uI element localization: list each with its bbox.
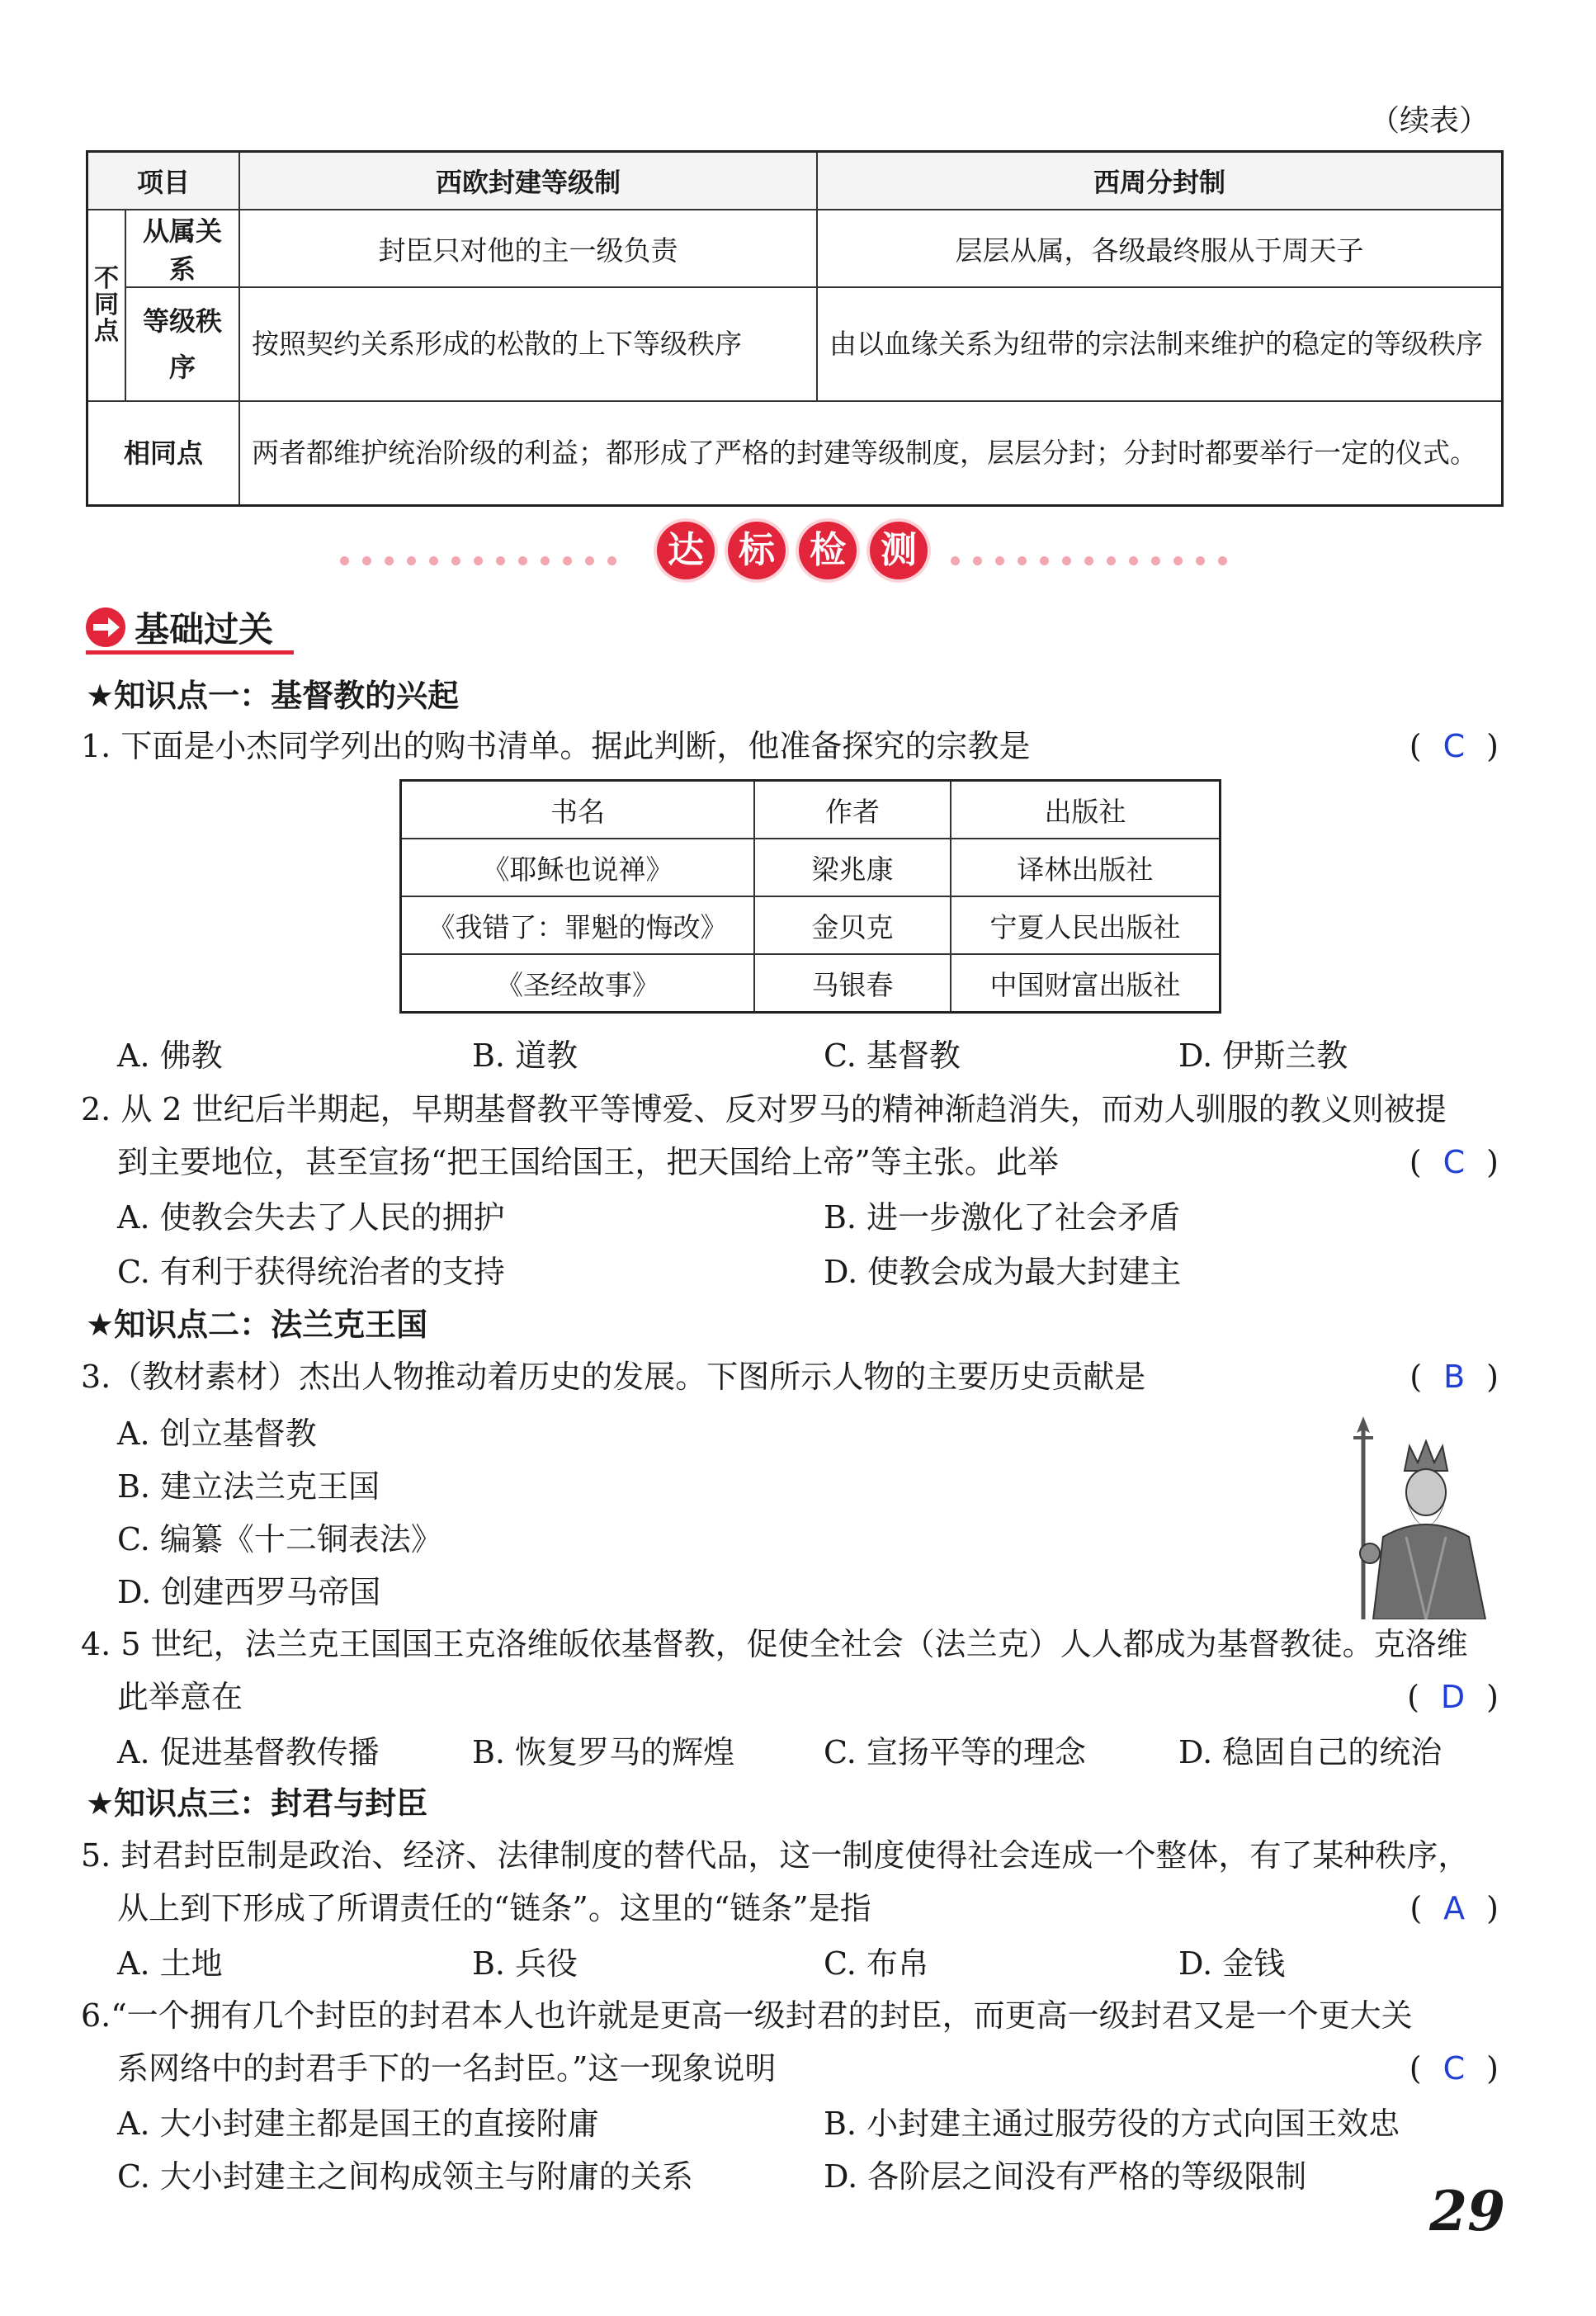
option: A. 使教会失去了人民的拥护	[117, 1199, 505, 1236]
book-cell: 金贝克	[754, 896, 951, 954]
group-label: 不同点	[87, 210, 126, 401]
book-cell: 马银春	[754, 954, 951, 1013]
king-portrait-image	[1324, 1413, 1505, 1619]
option: A. 佛教	[117, 1037, 223, 1074]
question-stem: 6.“一个拥有几个封臣的封君本人也许就是更高一级封君的封臣，而更高一级封君又是一个更大关	[81, 1997, 1413, 2034]
option: D. 伊斯兰教	[1178, 1037, 1348, 1074]
question-stem: 从上到下形成了所谓责任的“链条”。这里的“链条”是指	[117, 1890, 871, 1926]
arrow-right-icon	[86, 607, 125, 647]
book-cell: 译林出版社	[951, 839, 1221, 896]
option: C. 基督教	[824, 1037, 961, 1074]
question-stem: 此举意在	[117, 1679, 243, 1715]
question-stem: 到主要地位，甚至宣扬“把王国给国王，把天国给上帝”等主张。此举	[117, 1144, 1059, 1180]
book-list-table	[399, 779, 1221, 1014]
row-label: 等级秩序	[125, 287, 239, 401]
option: A. 创立基督教	[117, 1416, 317, 1452]
knowledge-point-title: ★知识点一：基督教的兴起	[86, 678, 460, 714]
option: C. 大小封建主之间构成领主与附庸的关系	[117, 2158, 693, 2195]
option: C. 编纂《十二铜表法》	[117, 1521, 442, 1557]
option: B. 兵役	[472, 1945, 578, 1982]
question-stem: 4. 5 世纪，法兰克王国国王克洛维皈依基督教，促使全社会（法兰克）人人都成为基督教徒。克洛维	[81, 1626, 1468, 1662]
book-header: 书名	[401, 781, 755, 839]
banner-char: 测	[870, 522, 928, 579]
header-west: 西欧封建等级制	[239, 152, 817, 210]
banner-char: 达	[657, 522, 715, 579]
question-stem: 1. 下面是小杰同学列出的购书清单。据此判断，他准备探究的宗教是	[81, 728, 1031, 764]
section-title: 基础过关	[135, 609, 274, 650]
option: B. 进一步激化了社会矛盾	[824, 1199, 1181, 1236]
option: B. 恢复罗马的辉煌	[472, 1734, 735, 1770]
option: C. 有利于获得统治者的支持	[117, 1254, 505, 1290]
answer-slot: ( C )	[1409, 728, 1499, 764]
answer-slot: ( B )	[1409, 1359, 1499, 1395]
option: B. 建立法兰克王国	[117, 1468, 380, 1505]
book-cell: 梁兆康	[754, 839, 951, 896]
book-header: 出版社	[951, 781, 1221, 839]
book-cell: 宁夏人民出版社	[951, 896, 1221, 954]
answer-letter: B	[1443, 1359, 1466, 1395]
option: D. 使教会成为最大封建主	[824, 1254, 1182, 1290]
answer-letter: D	[1440, 1679, 1466, 1715]
knowledge-point-title: ★知识点二：法兰克王国	[86, 1307, 428, 1343]
option: D. 创建西罗马帝国	[117, 1574, 381, 1610]
banner-badges	[657, 522, 941, 579]
option: A. 大小封建主都是国王的直接附庸	[117, 2106, 599, 2142]
banner-dots-left	[340, 553, 630, 565]
question-stem: 3.（教材素材）杰出人物推动着历史的发展。下图所示人物的主要历史贡献是	[81, 1359, 1146, 1395]
book-cell: 《耶稣也说禅》	[401, 839, 755, 896]
option: D. 稳固自己的统治	[1178, 1734, 1443, 1770]
option: B. 道教	[472, 1037, 578, 1074]
question-stem: 5. 封君封臣制是政治、经济、法律制度的替代品，这一制度使得社会连成一个整体，有了某种秩序，	[81, 1837, 1470, 1874]
option: A. 土地	[117, 1945, 223, 1982]
header-zhou: 西周分封制	[817, 152, 1503, 210]
row-label-same: 相同点	[87, 401, 240, 506]
question-stem: 2. 从 2 世纪后半期起，早期基督教平等博爱、反对罗马的精神渐趋消失，而劝人驯服的教义则被提	[81, 1091, 1447, 1127]
cell-zhou: 由以血缘关系为纽带的宗法制来维护的稳定的等级秩序	[817, 287, 1503, 401]
comparison-table	[86, 150, 1504, 507]
answer-slot: ( C )	[1409, 1144, 1499, 1180]
option: C. 布帛	[824, 1945, 929, 1982]
option: B. 小封建主通过服劳役的方式向国王效忠	[824, 2106, 1400, 2142]
answer-slot: ( C )	[1409, 2050, 1499, 2087]
row-label: 从属关系	[125, 210, 239, 287]
book-cell: 《我错了：罪魁的悔改》	[401, 896, 755, 954]
cell-west: 封臣只对他的主一级负责	[239, 210, 817, 287]
answer-letter: A	[1443, 1890, 1466, 1926]
answer-slot: ( D )	[1407, 1679, 1499, 1715]
knowledge-point-title: ★知识点三：封君与封臣	[86, 1785, 428, 1822]
option: A. 促进基督教传播	[117, 1734, 380, 1770]
section-underline	[86, 650, 294, 655]
continued-note: （续表）	[1369, 104, 1489, 138]
cell-west: 按照契约关系形成的松散的上下等级秩序	[239, 287, 817, 401]
section-heading	[86, 603, 273, 652]
answer-slot: ( A )	[1409, 1890, 1499, 1926]
page-number: 29	[1429, 2179, 1505, 2243]
banner-dots-right	[951, 553, 1240, 565]
answer-letter: C	[1443, 728, 1466, 764]
book-header: 作者	[754, 781, 951, 839]
cell-same: 两者都维护统治阶级的利益；都形成了严格的封建等级制度，层层分封；分封时都要举行一定的仪式。	[239, 401, 1503, 506]
cell-zhou: 层层从属，各级最终服从于周天子	[817, 210, 1503, 287]
header-item: 项目	[87, 152, 240, 210]
banner-char: 标	[728, 522, 786, 579]
option: D. 金钱	[1178, 1945, 1286, 1982]
section-banner	[0, 522, 1596, 596]
answer-letter: C	[1443, 2050, 1466, 2087]
book-cell: 中国财富出版社	[951, 954, 1221, 1013]
option: C. 宣扬平等的理念	[824, 1734, 1086, 1770]
book-cell: 《圣经故事》	[401, 954, 755, 1013]
option: D. 各阶层之间没有严格的等级限制	[824, 2158, 1307, 2195]
banner-char: 检	[799, 522, 857, 579]
answer-letter: C	[1443, 1144, 1466, 1180]
question-stem: 系网络中的封君手下的一名封臣。”这一现象说明	[117, 2050, 777, 2087]
